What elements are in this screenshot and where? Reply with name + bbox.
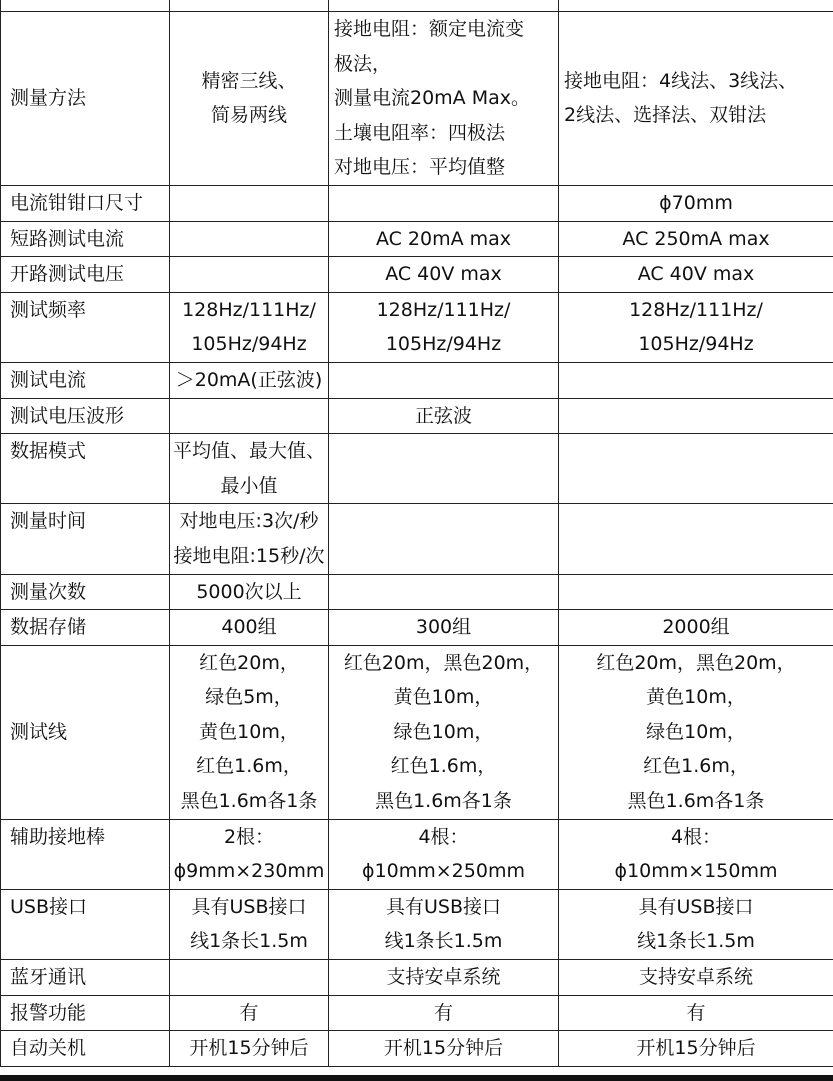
table-cell (329, 819, 559, 889)
table-row (1, 292, 833, 362)
cell-text-line: 300组 (415, 616, 472, 639)
cell-text-line: 接地电阻:15秒/次 (173, 544, 325, 567)
cell-text-line: 线1条长1.5m (190, 930, 308, 953)
row-label: 自动关机 (1, 1031, 170, 1067)
table-cell (170, 434, 329, 504)
table-cell (559, 12, 833, 186)
table-cell (559, 645, 833, 819)
row-label: 短路测试电流 (1, 221, 170, 257)
cell-text-line: 支持安卓系统 (386, 966, 501, 989)
table-cell (170, 889, 329, 959)
table-row (1, 185, 833, 221)
cell-text-line: 黑色1.6m各1条 (627, 790, 765, 813)
cell-text-line: 具有USB接口 (191, 895, 307, 918)
table-cell (170, 185, 329, 221)
table-cell (170, 12, 329, 186)
cell-text-line: 105Hz/94Hz (638, 333, 754, 356)
table-row (1, 12, 833, 186)
cell-text-line: 400组 (221, 616, 277, 639)
bottom-edge-bar (0, 1075, 833, 1081)
table-cell (329, 12, 559, 186)
row-label: 数据存储 (1, 610, 170, 646)
stub-cell (329, 0, 559, 12)
table-cell (170, 362, 329, 398)
cell-text-line: 开机15分钟后 (636, 1037, 756, 1060)
table-cell (559, 1031, 833, 1067)
table-cell (559, 257, 833, 293)
table-cell (170, 1031, 329, 1067)
row-label: 测试线 (1, 645, 170, 819)
table-cell (559, 504, 833, 574)
table-cell (170, 292, 329, 362)
table-cell (329, 960, 559, 996)
cell-text-line: 128Hz/111Hz/ (629, 298, 763, 321)
cell-text-line: 128Hz/111Hz/ (376, 298, 511, 321)
table-cell (170, 221, 329, 257)
table-row (1, 960, 833, 996)
cell-text-line: ϕ70mm (659, 191, 733, 214)
table-row (1, 434, 833, 504)
cell-text-line: 接地电阻：4线法、3线法、 (564, 69, 798, 92)
table-cell (170, 819, 329, 889)
cell-text-line: AC 20mA max (375, 227, 512, 250)
table-row (1, 995, 833, 1031)
table-cell (559, 434, 833, 504)
cell-text-line: 红色20m，黑色20m， (596, 651, 796, 674)
row-label: 数据模式 (1, 434, 170, 504)
table-cell (559, 960, 833, 996)
cell-text-line: 极法， (334, 52, 392, 75)
table-cell (329, 221, 559, 257)
cell-text-line: 线1条长1.5m (384, 930, 503, 953)
cell-text-line: 黄色10m， (199, 720, 299, 743)
cell-text-line: AC 250mA max (622, 227, 770, 250)
table-cell (329, 398, 559, 434)
cell-text-line: 支持安卓系统 (638, 966, 753, 989)
cell-text-line: 简易两线 (210, 104, 287, 127)
cell-text-line: 105Hz/94Hz (191, 333, 307, 356)
table-cell (329, 185, 559, 221)
row-label: 蓝牙通讯 (1, 960, 170, 996)
table-cell (329, 257, 559, 293)
table-cell (559, 610, 833, 646)
cell-text-line: 红色1.6m， (643, 755, 749, 778)
cell-text-line: 线1条长1.5m (637, 930, 755, 953)
cell-text-line: 绿色5m， (205, 686, 293, 709)
cell-text-line: ϕ9mm×230mm (173, 860, 325, 883)
table-row (1, 645, 833, 819)
row-label: USB接口 (1, 889, 170, 959)
table-cell (559, 292, 833, 362)
table-row (1, 504, 833, 574)
cell-text-line: 红色20m， (199, 651, 299, 674)
stub-cell (170, 0, 329, 12)
table-cell (170, 257, 329, 293)
table-cell (170, 610, 329, 646)
row-label: 辅助接地棒 (1, 819, 170, 889)
cell-text-line: 开机15分钟后 (383, 1037, 504, 1060)
table-cell (559, 889, 833, 959)
row-label: 测量次数 (1, 574, 170, 610)
table-cell (170, 504, 329, 574)
stub-cell (559, 0, 833, 12)
table-cell (559, 398, 833, 434)
cell-text-line: 有 (433, 1001, 453, 1024)
cell-text-line: 具有USB接口 (385, 895, 501, 918)
cell-text-line: 2根： (223, 825, 275, 848)
table-cell (559, 574, 833, 610)
cell-text-line: 有 (239, 1001, 259, 1024)
cell-text-line: 接地电阻：额定电流变 (334, 18, 525, 40)
row-label: 测量时间 (1, 504, 170, 574)
cell-text-line: 2000组 (662, 616, 730, 639)
stub-cell (1, 0, 170, 12)
table-cell (329, 889, 559, 959)
table-cell (559, 362, 833, 398)
table-cell (329, 504, 559, 574)
table-cell (170, 574, 329, 610)
cell-text-line: 5000次以上 (196, 580, 302, 603)
cell-text-line: 正弦波 (414, 404, 472, 427)
cell-text-line: 105Hz/94Hz (385, 333, 502, 356)
table-header-stub-row (1, 0, 833, 12)
cell-text-line: 最小值 (220, 474, 278, 497)
cell-text-line: 平均值、最大值、 (173, 440, 326, 463)
table-row (1, 574, 833, 610)
table-row (1, 610, 833, 646)
table-cell (329, 610, 559, 646)
cell-text-line: AC 40V max (385, 263, 502, 286)
table-cell (170, 960, 329, 996)
cell-text-line: 红色1.6m， (390, 755, 497, 778)
cell-text-line: 黑色1.6m各1条 (180, 790, 318, 813)
table-row (1, 221, 833, 257)
row-label: 报警功能 (1, 995, 170, 1031)
cell-text-line: 测量电流20mA Max。 (334, 87, 531, 110)
table-cell (329, 645, 559, 819)
table-cell (329, 1031, 559, 1067)
cell-text-line: 绿色10m， (646, 720, 746, 743)
table-cell (329, 362, 559, 398)
table-row (1, 362, 833, 398)
spec-table-body (1, 0, 833, 1066)
cell-text-line: 精密三线、 (201, 69, 297, 92)
cell-text-line: 黑色1.6m各1条 (375, 790, 512, 813)
cell-text-line: 对地电压:3次/秒 (179, 510, 319, 533)
cell-text-line: 具有USB接口 (638, 895, 754, 918)
cell-text-line: 开机15分钟后 (189, 1037, 309, 1060)
cell-text-line: 128Hz/111Hz/ (182, 298, 316, 321)
cell-text-line: 红色20m，黑色20m， (343, 651, 544, 674)
table-cell (329, 574, 559, 610)
row-label: 开路测试电压 (1, 257, 170, 293)
table-row (1, 257, 833, 293)
table-cell (559, 995, 833, 1031)
cell-text-line: ϕ10mm×250mm (362, 860, 525, 883)
table-cell (559, 221, 833, 257)
row-label: 测试电流 (1, 362, 170, 398)
cell-text-line: 土壤电阻率：四极法 (334, 121, 506, 144)
cell-text-line: 红色1.6m， (196, 755, 302, 778)
table-row (1, 398, 833, 434)
row-label: 测量方法 (1, 12, 170, 186)
cell-text-line: ＞20mA(正弦波) (175, 368, 323, 391)
cell-text-line: 绿色10m， (393, 720, 494, 743)
row-label: 测试频率 (1, 292, 170, 362)
table-cell (329, 292, 559, 362)
table-cell (559, 819, 833, 889)
table-cell (559, 185, 833, 221)
table-row (1, 1031, 833, 1067)
cell-text-line: 有 (686, 1001, 706, 1024)
table-cell (329, 995, 559, 1031)
table-cell (170, 398, 329, 434)
table-row (1, 889, 833, 959)
cell-text-line: 对地电压：平均值整 (334, 156, 506, 179)
table-cell (170, 645, 329, 819)
cell-text-line: 黄色10m， (646, 686, 746, 709)
cell-text-line: 4根： (418, 825, 469, 848)
cell-text-line: AC 40V max (637, 263, 755, 286)
table-cell (170, 995, 329, 1031)
cell-text-line: 4根： (670, 825, 722, 848)
cell-text-line: 2线法、选择法、双钳法 (564, 104, 767, 127)
table-row (1, 819, 833, 889)
row-label: 测试电压波形 (1, 398, 170, 434)
row-label: 电流钳钳口尺寸 (1, 185, 170, 221)
cell-text-line: ϕ10mm×150mm (614, 860, 778, 883)
cell-text-line: 黄色10m， (393, 686, 494, 709)
table-cell (329, 434, 559, 504)
